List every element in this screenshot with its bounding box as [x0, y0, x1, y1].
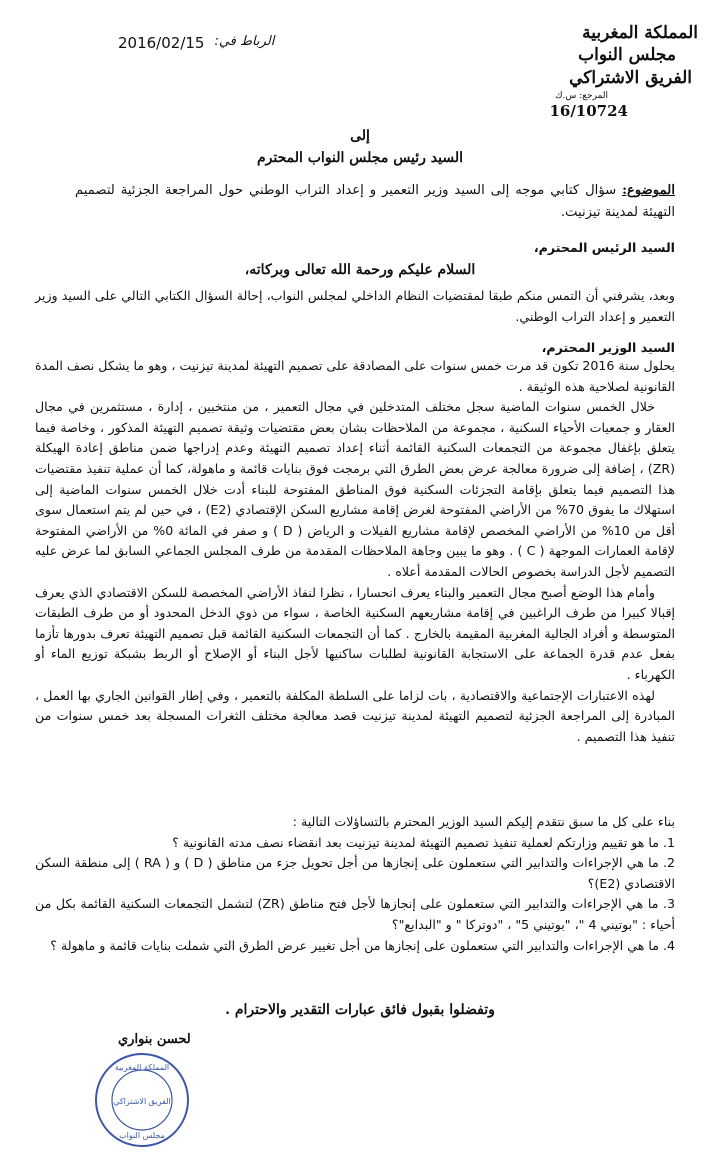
reference-label: المرجع: س.ك: [555, 91, 608, 101]
body-paragraph: وأمام هذا الوضع أصبح مجال التعمير والبناء يعرف انحسارا ، نظرا لنفاذ الأراضي المخصصة للسكن الاقتصادي الذي يعرف إقبالا كبيرا من طرف الراغبين في إقامة مشاريعهم السكنية الخاصة ، سواء من ذوي الدخل المحدود أو من طرف الطبقات المتوسطة و أفراد الجالية المغربية المقيمة بالخارج . كما أن التجمعات السكنية القائمة قبل تصميم التهيئة تعرف بدورها تأزما بفعل عدم قدرة الجماعة على الاستجابة القانونية لطلبات ساكنيها لأجل البناء أو الإصلاح أو الربط بشبكة توزيع الماء أو الكهرباء .: [35, 584, 675, 682]
question-item: 1. ما هو تقييم وزارتكم لعملية تنفيذ تصميم التهيئة لمدينة تيزنيت بعد انقضاء نصف مدته القانونية ؟: [172, 834, 675, 850]
official-seal: [92, 1050, 192, 1150]
subject: [75, 180, 675, 224]
body-paragraph: لهذه الاعتبارات الإجتماعية والاقتصادية ، بات لزاما على السلطة المكلفة بالتعمير ، وفي إطار القوانين الجاري بها العمل ، المبادرة إلى المراجعة الجزئية لتصميم التهيئة لمدينة تيزنيت قصد معالجة مختلف الثغرات المسجلة بعد خمس سنوات من تنفيذ هذا التصميم .: [35, 687, 675, 744]
intro-paragraph: وبعد، يشرفني أن التمس منكم طبقا لمقتضيات النظام الداخلي لمجلس النواب، إحالة السؤال الكتابي التالي على السيد وزير التعمير و إعداد التراب الوطني.: [35, 288, 675, 324]
question-item: 3. ما هي الإجراءات والتدابير التي ستعملون على إنجازها لأجل فتح مناطق (ZR) لتشمل التجمعات السكنية القائمة بكل من أحياء : "بوتيني 4 "، "بوتيني 5" ، "دوتركا " و "البدايع"؟: [35, 896, 675, 932]
reference-number: 16/10724: [549, 102, 628, 120]
dateline: [118, 34, 274, 52]
body-paragraph: خلال الخمس سنوات الماضية سجل مختلف المتدخلين في مجال التعمير ، من منتخبين ، إدارة ، مستثمرين في مجال العقار و جمعيات الأحياء السكنية ، مجموعة من الملاحظات بشان بعض مقتضيات وثيقة تصميم التهيئة المذكور ، وخاصة فيما يتعلق بإغفال مجموعة من التجمعات السكنية القائمة أثناء إعداد تصميم التهيئة وعدم إدراجها ضمن مناطق إعادة الهيكلة (ZR) ، إضافة إلى ضرورة معالجة عرض بعض الطرق التي برمجت فوق بنايات قائمة و ماهولة، كما أن عملية تنفيذ مقتضيات هذا التصميم فيما يتعلق بإقامة التجزئات السكنية فوق المناطق المفتوحة للبناء أدت خلال الخمس سنوات الماضية إلى استهلاك ما يفوق 70% من الأراضي المفتوحة لغرض إقامة مشاريع السكن الإقتصادي (E2) ، في حين لم يتم استعمال سوى أقل من 10% من الأراضي المخصص لإقامة مشاريع الفيلات و الرياض ( D ) و صفر في المائة 0% من الأراضي المفتوحة لإقامة العمارات الموجهة ( C ) . وهو ما يبين وجاهة الملاحظات المقدمة من طرف المجلس الجماعي السابق لما عرض عليه التصميم لأجل الدراسة بخصوص الحالات المقدمة أعلاه .: [35, 399, 675, 579]
question-item: 4. ما هي الإجراءات والتدابير التي ستعملون على إنجازها من أجل تغيير عرض الطرق التي شملت بنايات قائمة و ماهولة ؟: [50, 937, 675, 953]
seal-text-bottom: مجلس النواب: [119, 1131, 165, 1140]
recipient-title: السيد رئيس مجلس النواب المحترم: [256, 150, 464, 166]
questions-section: [35, 812, 675, 956]
greeting-minister: السيد الوزير المحترم،: [541, 340, 675, 355]
salutation: السلام عليكم ورحمة الله تعالى وبركاته،: [244, 262, 476, 278]
seal-text-center: الفريق الاشتراكي: [113, 1097, 171, 1106]
letterhead-kingdom: المملكة المغربية: [582, 23, 698, 43]
letterhead-group: الفريق الاشتراكي: [569, 68, 692, 88]
seal-text-top: المملكة المغربية: [114, 1063, 170, 1072]
letterhead-parliament: مجلس النواب: [578, 45, 676, 65]
dateline-place: الرباط في:: [214, 34, 275, 49]
closing-line: وتفضلوا بقبول فائق عبارات التقدير والاحترام .: [225, 1002, 495, 1018]
questions-intro: بناء على كل ما سبق نتقدم إليكم السيد الوزير المحترم بالتساؤلات التالية :: [292, 814, 675, 829]
greeting-president: السيد الرئيس المحترم،: [533, 240, 675, 255]
subject-label: الموضوع:: [622, 183, 675, 198]
dateline-date: 2016/02/15: [118, 34, 205, 52]
body-paragraph: بحلول سنة 2016 تكون قد مرت خمس سنوات على المصادقة على تصميم التهيئة لمدينة تيزنيت ، وهو ما يشكل نصف المدة القانونية لصلاحية هذه الوثيقة .: [35, 358, 675, 394]
subject-text: سؤال كتابي موجه إلى السيد وزير التعمير و إعداد التراب الوطني حول المراجعة الجزئية لتصميم التهيئة لمدينة تيزنيت.: [75, 183, 675, 220]
question-item: 2. ما هي الإجراءات والتدابير التي ستعملون على إنجازها من أجل تحويل جزء من مناطق ( D ) و ( RA ) إلى منطقة السكن الاقتصادي (E2)؟: [35, 855, 676, 891]
letterhead: [478, 22, 698, 120]
signature-name: لحسن بنواري: [118, 1032, 191, 1047]
recipient-to: إلى: [350, 128, 370, 144]
body-section: [35, 356, 675, 747]
